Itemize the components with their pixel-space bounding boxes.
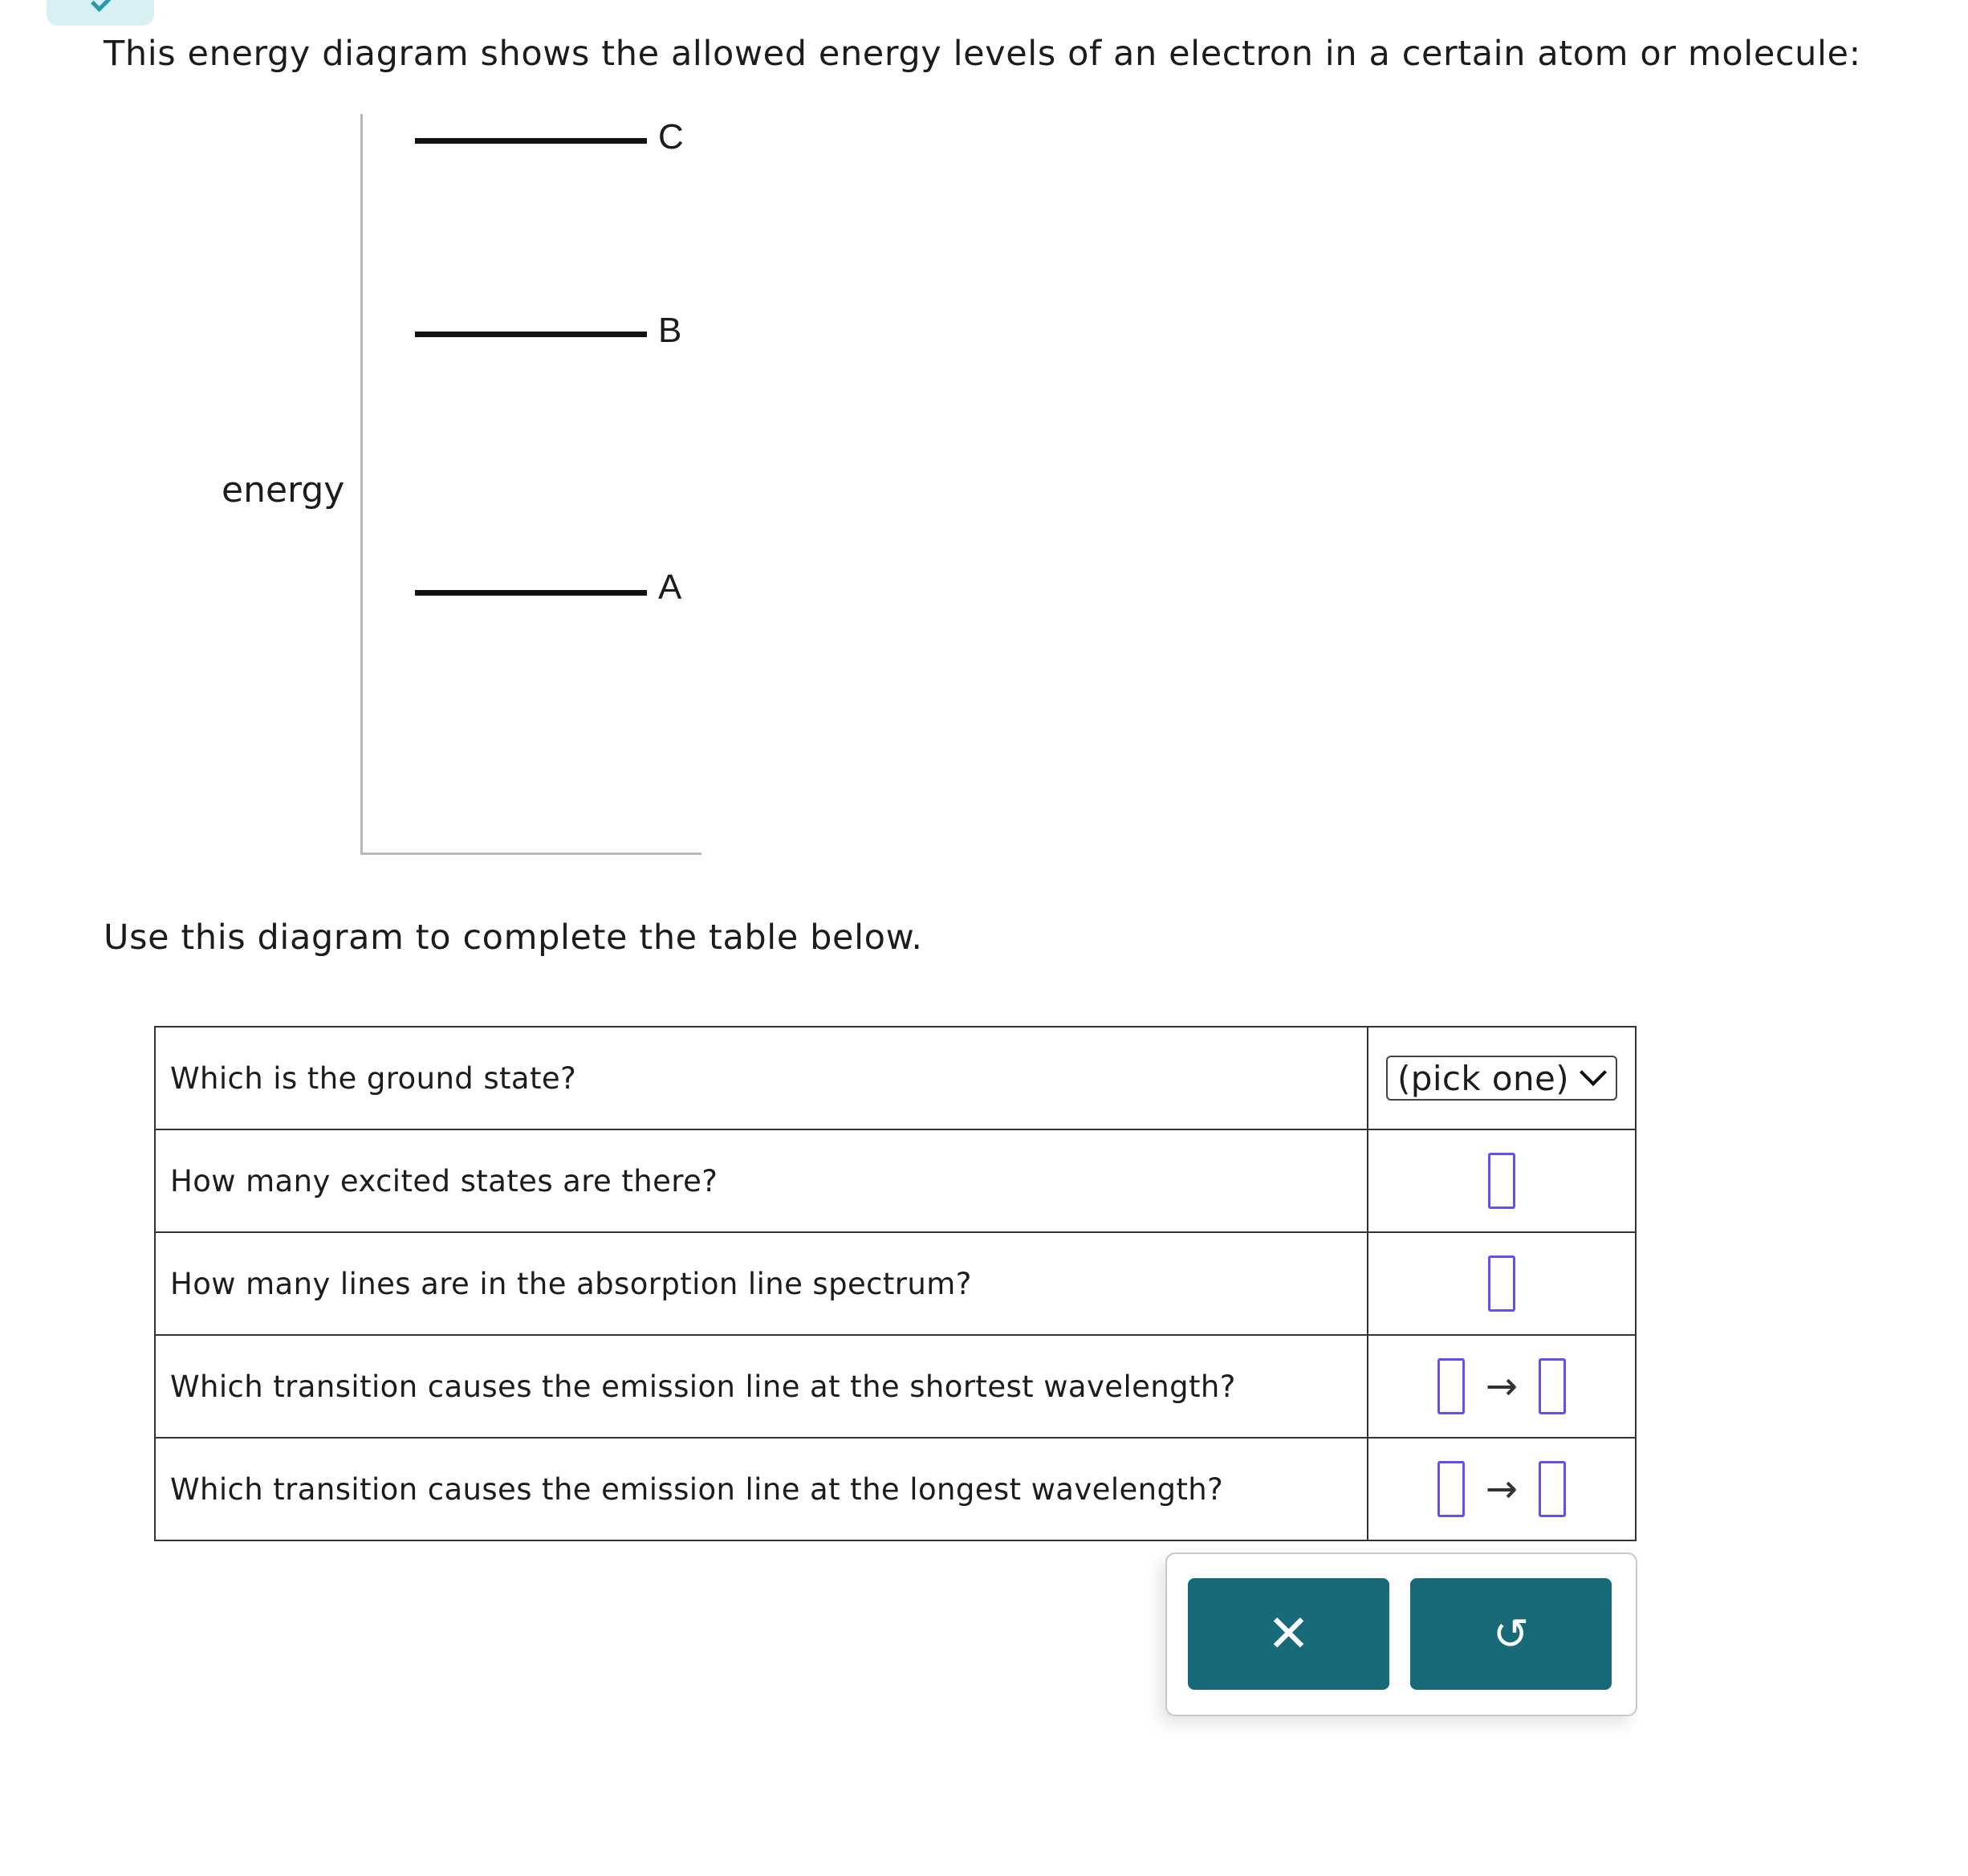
question-ground-state: Which is the ground state? xyxy=(155,1027,1368,1129)
table-row xyxy=(155,1129,1636,1232)
question-longest-wavelength: Which transition causes the emission line at the longest wavelength? xyxy=(155,1438,1368,1540)
longest-to-input[interactable] xyxy=(1539,1461,1566,1517)
absorption-lines-input[interactable] xyxy=(1488,1255,1515,1312)
table-row xyxy=(155,1438,1636,1540)
instruction-text: Use this diagram to complete the table below. xyxy=(104,918,923,958)
answer-cell xyxy=(1368,1335,1636,1438)
undo-icon: ↺ xyxy=(1492,1609,1530,1659)
level-line-c xyxy=(415,138,647,144)
level-label-c: C xyxy=(658,117,684,157)
ground-state-select[interactable] xyxy=(1386,1056,1617,1101)
action-panel xyxy=(1165,1552,1637,1716)
excited-states-input[interactable] xyxy=(1488,1153,1515,1209)
level-line-b xyxy=(415,332,647,337)
question-shortest-wavelength: Which transition causes the emission line at the shortest wavelength? xyxy=(155,1335,1368,1438)
table-row xyxy=(155,1027,1636,1129)
energy-axis-label: energy xyxy=(222,470,345,511)
check-icon xyxy=(91,0,112,12)
table-row xyxy=(155,1232,1636,1335)
undo-button[interactable] xyxy=(1410,1578,1612,1690)
shortest-to-input[interactable] xyxy=(1539,1358,1566,1414)
chevron-down-icon xyxy=(1580,1059,1607,1086)
arrow-right-icon: → xyxy=(1485,1364,1519,1409)
question-table xyxy=(154,1026,1637,1541)
answer-cell xyxy=(1368,1232,1636,1335)
question-excited-states: How many excited states are there? xyxy=(155,1129,1368,1232)
top-tab[interactable] xyxy=(47,0,154,26)
answer-cell xyxy=(1368,1129,1636,1232)
select-value: (pick one) xyxy=(1397,1058,1570,1098)
intro-text: This energy diagram shows the allowed energy levels of an electron in a certain atom or molecule: xyxy=(104,34,1861,74)
level-line-a xyxy=(415,590,647,596)
close-icon: ✕ xyxy=(1267,1604,1311,1664)
table-row xyxy=(155,1335,1636,1438)
arrow-right-icon: → xyxy=(1485,1467,1519,1512)
answer-cell xyxy=(1368,1027,1636,1129)
answer-cell xyxy=(1368,1438,1636,1540)
level-label-b: B xyxy=(658,311,682,350)
level-label-a: A xyxy=(658,568,682,607)
longest-from-input[interactable] xyxy=(1437,1461,1465,1517)
question-absorption-lines: How many lines are in the absorption line spectrum? xyxy=(155,1232,1368,1335)
clear-button[interactable] xyxy=(1188,1578,1389,1690)
shortest-from-input[interactable] xyxy=(1437,1358,1465,1414)
baseline-axis xyxy=(360,853,701,855)
energy-axis xyxy=(360,114,363,854)
